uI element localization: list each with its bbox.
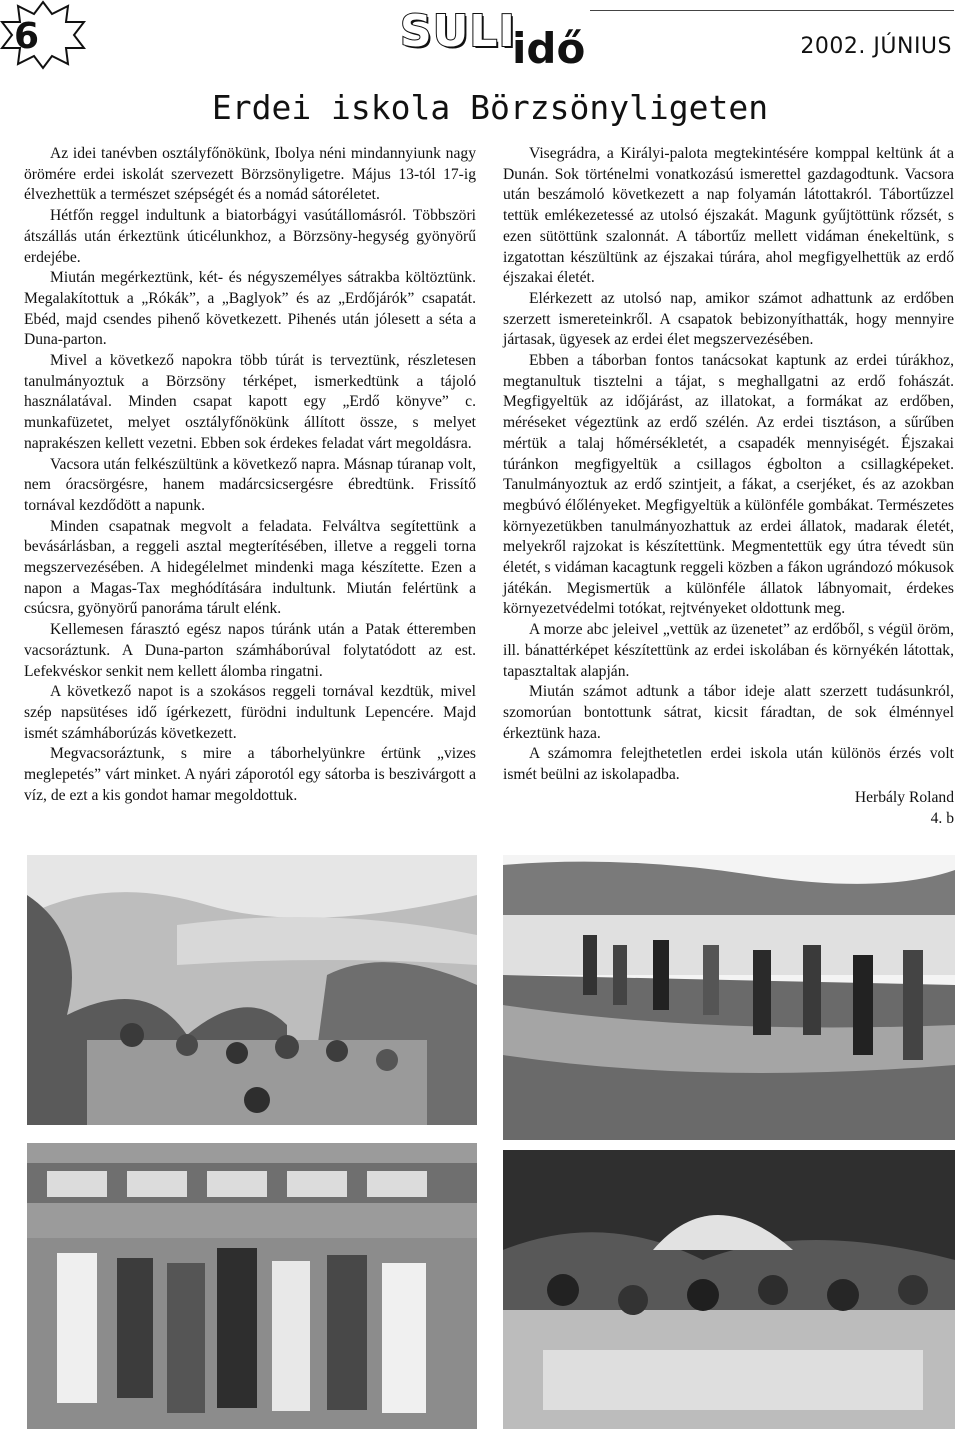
issue-date: 2002. JÚNIUS bbox=[800, 34, 952, 59]
article-paragraph: Kellemesen fárasztó egész napos túránk után a Patak étteremben vacsoráztunk. A Duna-parton számháborúval folytatódott az est. Lefekvéskor senkit nem kellett álomba ringatni. bbox=[24, 621, 476, 680]
masthead-suli: SULI bbox=[400, 6, 516, 57]
starburst-icon bbox=[0, 0, 86, 70]
article-column-left bbox=[24, 144, 476, 807]
article-paragraph: Megvacsoráztunk, s mire a táborhelyünkre értünk „vizes meglepetés” várt minket. A nyári záporotól egy sátorba is beszivárgott a víz, de ezt a kis gondot hamar megoldottuk. bbox=[24, 745, 476, 804]
article-title: Erdei iskola Börzsönyligeten bbox=[211, 88, 769, 127]
article-paragraph: Miután számot adtunk a tábor ideje alatt szerzett tudásunkról, szomorúan bontottunk sátrat, kicsit fáradtan, de sok élménnyel érkeztünk haza. bbox=[503, 683, 954, 742]
header-rule bbox=[590, 10, 954, 11]
article-column-right bbox=[503, 144, 954, 829]
article-paragraph: Miután megérkeztünk, két- és négyszemélyes sátrakba költöztünk. Megalakítottuk a „Rókák”, a „Baglyok” és az „Erdőjárók” csapatát. Ebéd, majd csendes pihenő következett. Pihenés után jólesett a séta a Duna-parton. bbox=[24, 269, 476, 349]
group-at-train-photo bbox=[27, 1143, 477, 1429]
page-number: 6 bbox=[14, 16, 40, 57]
article-paragraph: Hétfőn reggel indultunk a biatorbágyi vasútállomásról. Többszöri átszállás után érkeztünk úticélunkhoz, a Börzsöny-hegység gyönyörű erdejébe. bbox=[24, 207, 476, 266]
author-name: Herbály Roland bbox=[854, 788, 954, 806]
author-class: 4. b bbox=[930, 809, 954, 827]
masthead-logo bbox=[400, 6, 600, 73]
article-paragraph: A következő napot is a szokásos reggeli tornával kezdtük, mivel szép napsütéses idő ígérkezett, fürödni indultunk Lepencére. Majd ismét számháborúzás következett. bbox=[24, 683, 476, 742]
page-number-badge bbox=[0, 0, 86, 70]
article-paragraph: A számomra felejthetetlen erdei iskola után különös érzés volt ismét beülni az iskolapadba. bbox=[503, 745, 954, 784]
article-paragraph: Minden csapatnak megvolt a feladata. Felváltva segítettünk a bevásárlásban, a reggeli asztal megterítésében, illetve a reggeli torna megszervezésében. A hidegélelmet mindenki maga készítette. Ezen a napon a Magas-Tax meghódítására indultunk. Miután felértünk a csúcsra, gyönyörű panoráma tárult elénk. bbox=[24, 517, 476, 618]
group-hiking-photo bbox=[503, 855, 955, 1140]
article-paragraph: Az idei tanévben osztályfőnökünk, Ibolya néni mindannyiunk nagy örömére erdei iskolát szervezett Börzsönyligetre. Május 13-tól 17-ig élvezhettük a természet szépségét és a nomád sátoréletet. bbox=[24, 145, 476, 204]
article-paragraph: Ebben a táborban fontos tanácsokat kaptunk az erdei túrákhoz, megtanultuk tisztelni a tájat, s meghallgatni az erdő fohászát. Megfigyeltük az időjárást, az illatokat, a formákat az erdőben, méréseket végeztünk az erdő szélén. Az erdei tisztáson, a sűrűben mértük a talaj hőmérsékletét, a csapadék mennyiségét. Éjszakai túránkon megfigyeltük a csillagos égbolton a csillagképeket. Tanulmányoztuk az erdő szintjeit, a fákat, a cserjéket, és az azokban megbúvó élőlényeket. Megfigyeltük a különféle gombákat. Természetes környezetükben tanulmányozhattuk az erdei állatok, madarak életét, melyekről rajzokat is készítettünk. Megmentettük egy útra tévedt sün életét, s vidáman kacagtunk reggeli közben a fákon ugrándozó mókusok játékán. Megismertük a különféle állatok lábnyomait, érdekes környezetvédelmi totókat, rejtvényeket oldottunk meg. bbox=[503, 352, 954, 618]
masthead-ido: idő bbox=[512, 24, 586, 73]
article-paragraph: Mivel a következő napokra több túrát is terveztünk, részletesen tanulmányoztuk a Börzsöny térképet, ismerkedtünk a tájoló használatával. Minden csapat kapott egy „Erdő könyve” c. munkafüzetet, melyet osztályfőnökünk állított össze, s melyet naprakészen kellett vezetni. Ebben sok érdekes feladat várt megoldásra. bbox=[24, 352, 476, 452]
article-paragraph: Elérkezett az utolsó nap, amikor számot adhattunk az erdőben szerzett ismereteinkről. A csapatok bebizonyíthatták, hogy mennyire jártasak, ügyesek az erdei élet megszervezésében. bbox=[503, 289, 954, 349]
camp-meal-photo bbox=[503, 1150, 955, 1429]
byline bbox=[503, 788, 954, 829]
article-paragraph: Vacsora után felkészültünk a következő napra. Másnap túranap volt, nem óracsörgésre, hanem madárcsicsergésre ébredtünk. Frissítő tornával kezdődött a napunk. bbox=[24, 455, 476, 514]
article-paragraph: A morze abc jeleivel „vettük az üzenetet” az erdőből, s végül öröm, ill. bánattérképet készítettünk az erdei iskolában és környékén látottak, tapasztaltak alapján. bbox=[503, 621, 954, 680]
article-paragraph: Visegrádra, a Királyi-palota megtekintésére komppal keltünk át a Dunán. Sok történelmi vonatkozású ismerettel gazdagodtunk. Vacsora után beszámoló következett a nap folyamán látottakról. Tábortűzzel tettük emlékezetessé az utolsó éjszakát. Magunk gyűjtöttünk rőzsét, s ezen sütöttünk szalonnát. A tábortűz mellett vidáman énekeltünk, s izgatottan készültünk az éjszakai túrára, ahol megfigyelhettük az erdő éjszakai életét. bbox=[503, 145, 954, 287]
students-bathing-photo bbox=[27, 855, 477, 1125]
